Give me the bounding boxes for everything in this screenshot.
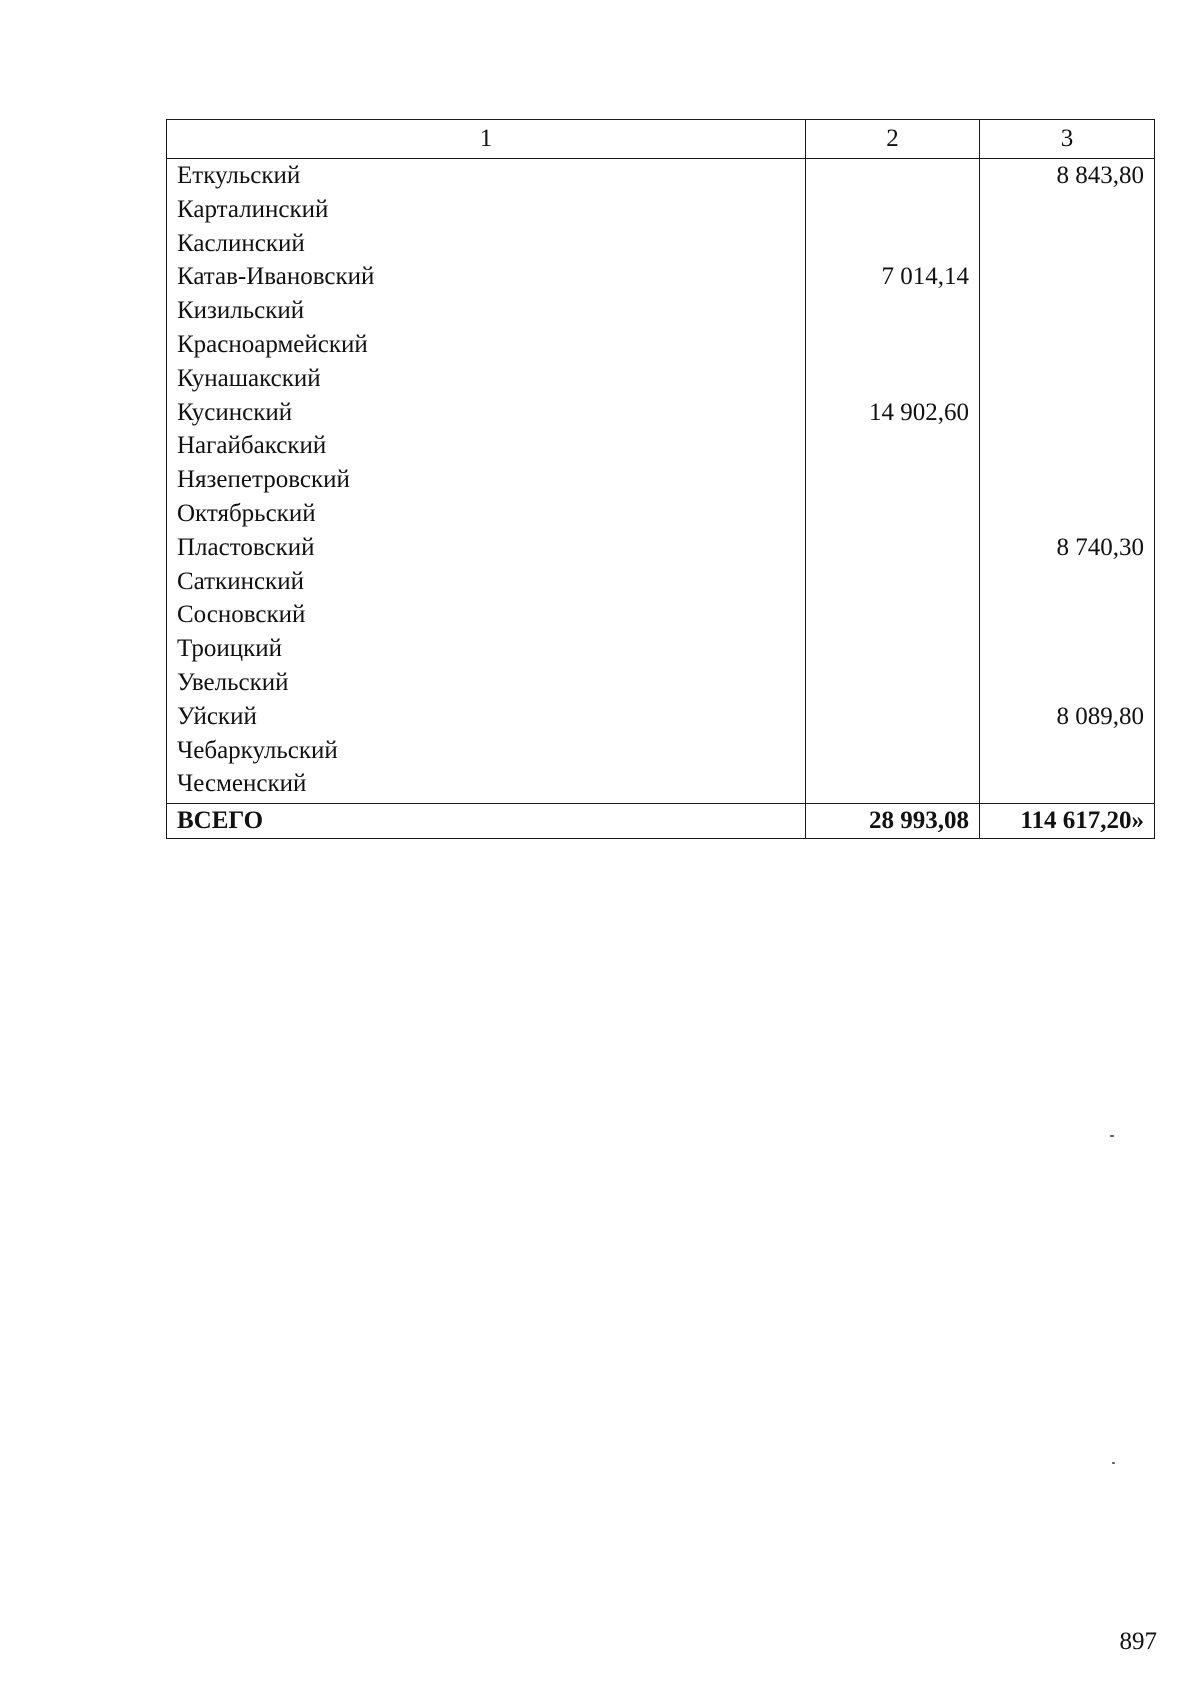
- value-col2: [806, 531, 980, 565]
- value-col3: [980, 429, 1155, 463]
- value-col2: [806, 734, 980, 768]
- total-label: ВСЕГО: [167, 804, 806, 839]
- value-col3: [980, 260, 1155, 294]
- value-col3: [980, 734, 1155, 768]
- district-name: Увельский: [167, 666, 806, 700]
- district-name: Нагайбакский: [167, 429, 806, 463]
- header-row: [167, 120, 1155, 159]
- table-row: [167, 328, 1155, 362]
- table-row: [167, 429, 1155, 463]
- value-col2: [806, 767, 980, 803]
- value-col3: [980, 598, 1155, 632]
- district-name: Чебаркульский: [167, 734, 806, 768]
- value-col2: [806, 159, 980, 193]
- district-name: Уйский: [167, 700, 806, 734]
- table-header: [167, 120, 1155, 159]
- value-col3: [980, 565, 1155, 599]
- table-row: [167, 193, 1155, 227]
- header-cell-col1: 1: [167, 120, 806, 159]
- district-name: Еткульский: [167, 159, 806, 193]
- value-col2: [806, 429, 980, 463]
- value-col2: [806, 598, 980, 632]
- district-name: Кусинский: [167, 396, 806, 430]
- value-col3: [980, 294, 1155, 328]
- table-row: [167, 767, 1155, 803]
- value-col3: 8 843,80: [980, 159, 1155, 193]
- value-col3: [980, 632, 1155, 666]
- value-col2: [806, 666, 980, 700]
- district-name: Нязепетровский: [167, 463, 806, 497]
- district-name: Каслинский: [167, 227, 806, 261]
- table-row: [167, 531, 1155, 565]
- value-col3: [980, 396, 1155, 430]
- value-col3: [980, 328, 1155, 362]
- district-name: Кизильский: [167, 294, 806, 328]
- table-row: [167, 396, 1155, 430]
- table-row: [167, 666, 1155, 700]
- district-name: Карталинский: [167, 193, 806, 227]
- total-row: [167, 804, 1155, 839]
- value-col2: [806, 463, 980, 497]
- value-col2: [806, 193, 980, 227]
- table-row: [167, 700, 1155, 734]
- table-row: [167, 260, 1155, 294]
- value-col3: [980, 227, 1155, 261]
- district-name: Красноармейский: [167, 328, 806, 362]
- value-col3: [980, 362, 1155, 396]
- value-col2: 14 902,60: [806, 396, 980, 430]
- value-col3: [980, 497, 1155, 531]
- page-number: 897: [1119, 1628, 1157, 1655]
- table-footer: [167, 804, 1155, 839]
- table-row: [167, 598, 1155, 632]
- scan-speck: [1110, 1135, 1114, 1137]
- value-col2: 7 014,14: [806, 260, 980, 294]
- value-col2: [806, 328, 980, 362]
- value-col3: [980, 666, 1155, 700]
- table-row: [167, 734, 1155, 768]
- value-col2: [806, 294, 980, 328]
- total-value-col2: 28 993,08: [806, 804, 980, 839]
- value-col2: [806, 565, 980, 599]
- table-row: [167, 362, 1155, 396]
- value-col2: [806, 497, 980, 531]
- table-row: [167, 294, 1155, 328]
- value-col3: [980, 463, 1155, 497]
- data-table: [166, 119, 1155, 839]
- district-name: Катав-Ивановский: [167, 260, 806, 294]
- value-col3: 8 740,30: [980, 531, 1155, 565]
- district-name: Саткинский: [167, 565, 806, 599]
- value-col2: [806, 362, 980, 396]
- table-row: [167, 159, 1155, 193]
- value-col3: [980, 193, 1155, 227]
- district-name: Сосновский: [167, 598, 806, 632]
- value-col3: [980, 767, 1155, 803]
- table-row: [167, 227, 1155, 261]
- header-cell-col2: 2: [806, 120, 980, 159]
- table-row: [167, 463, 1155, 497]
- district-name: Пластовский: [167, 531, 806, 565]
- table-row: [167, 565, 1155, 599]
- table-row: [167, 497, 1155, 531]
- value-col2: [806, 632, 980, 666]
- header-cell-col3: 3: [980, 120, 1155, 159]
- table-row: [167, 632, 1155, 666]
- value-col2: [806, 700, 980, 734]
- district-name: Троицкий: [167, 632, 806, 666]
- district-name: Октябрьский: [167, 497, 806, 531]
- value-col2: [806, 227, 980, 261]
- value-col3: 8 089,80: [980, 700, 1155, 734]
- district-name: Кунашакский: [167, 362, 806, 396]
- total-value-col3: 114 617,20»: [980, 804, 1155, 839]
- scan-speck: [1112, 1462, 1115, 1464]
- table-body: [167, 159, 1155, 804]
- district-name: Чесменский: [167, 767, 806, 803]
